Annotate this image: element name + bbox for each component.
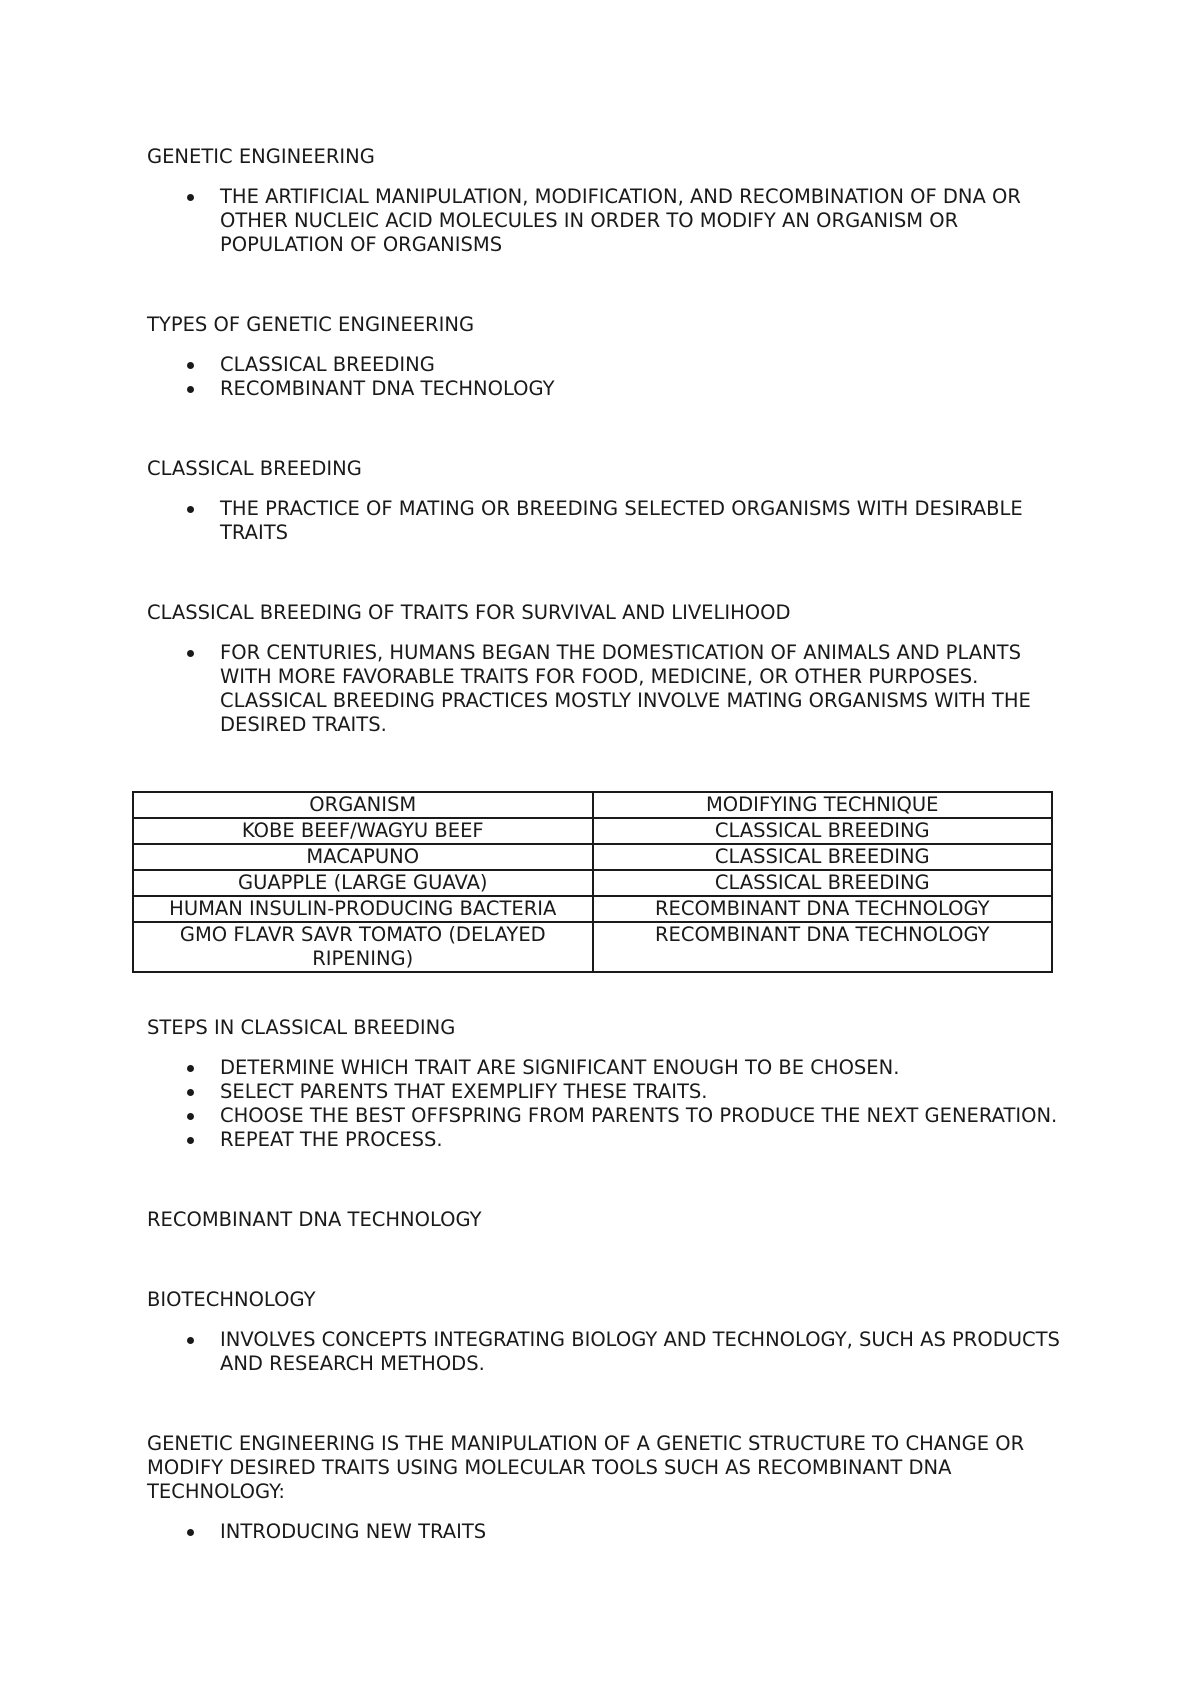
bullet-list-classical-breeding — [147, 497, 1067, 545]
table-header-row — [133, 792, 1052, 818]
table-row — [133, 896, 1052, 922]
table-cell: MACAPUNO — [133, 844, 593, 870]
heading-genetic-engineering: GENETIC ENGINEERING — [147, 145, 375, 168]
table-cell: CLASSICAL BREEDING — [593, 870, 1053, 896]
bullet-icon — [187, 1529, 194, 1536]
table-cell: KOBE BEEF/WAGYU BEEF — [133, 818, 593, 844]
bullet-icon — [187, 506, 194, 513]
table-cell: RECOMBINANT DNA TECHNOLOGY — [593, 896, 1053, 922]
table-row — [133, 870, 1052, 896]
bullet-list-steps — [147, 1056, 1067, 1152]
list-item: FOR CENTURIES, HUMANS BEGAN THE DOMESTICATION OF ANIMALS AND PLANTS WITH MORE FAVORABLE TRAITS FOR FOOD, MEDICINE, OR OTHER PURPOSES. CLASSICAL BREEDING PRACTICES MOSTLY INVOLVE MATING ORGANISMS WITH THE DESIRED TRAITS. — [147, 641, 1067, 737]
list-item: REPEAT THE PROCESS. — [147, 1128, 1067, 1152]
bullet-icon — [187, 650, 194, 657]
list-item: INTRODUCING NEW TRAITS — [147, 1520, 1067, 1544]
table-row — [133, 844, 1052, 870]
bullet-icon — [187, 362, 194, 369]
table-cell: HUMAN INSULIN-PRODUCING BACTERIA — [133, 896, 593, 922]
list-item: CLASSICAL BREEDING — [147, 353, 1067, 377]
bullet-icon — [187, 1137, 194, 1144]
heading-types-of-genetic-engineering: TYPES OF GENETIC ENGINEERING — [147, 313, 475, 336]
list-item: DETERMINE WHICH TRAIT ARE SIGNIFICANT ENOUGH TO BE CHOSEN. — [147, 1056, 1067, 1080]
bullet-list-classical-breeding-traits — [147, 641, 1067, 737]
paragraph-genetic-engineering-definition: GENETIC ENGINEERING IS THE MANIPULATION OF A GENETIC STRUCTURE TO CHANGE OR MODIFY DESIRED TRAITS USING MOLECULAR TOOLS SUCH AS RECOMBINANT DNA TECHNOLOGY: — [147, 1432, 1025, 1503]
bullet-icon — [187, 1065, 194, 1072]
heading-classical-breeding: CLASSICAL BREEDING — [147, 457, 362, 480]
bullet-icon — [187, 1337, 194, 1344]
table-cell: CLASSICAL BREEDING — [593, 818, 1053, 844]
list-item: THE ARTIFICIAL MANIPULATION, MODIFICATION, AND RECOMBINATION OF DNA OR OTHER NUCLEIC ACID MOLECULES IN ORDER TO MODIFY AN ORGANISM OR POPULATION OF ORGANISMS — [147, 185, 1067, 257]
organism-technique-table — [132, 791, 1053, 973]
heading-classical-breeding-traits: CLASSICAL BREEDING OF TRAITS FOR SURVIVAL AND LIVELIHOOD — [147, 601, 791, 624]
bullet-icon — [187, 1089, 194, 1096]
table-row — [133, 922, 1052, 972]
table-header-cell: MODIFYING TECHNIQUE — [593, 792, 1053, 818]
table-cell: RECOMBINANT DNA TECHNOLOGY — [593, 922, 1053, 972]
heading-biotechnology: BIOTECHNOLOGY — [147, 1288, 316, 1311]
bullet-list-biotechnology — [147, 1328, 1067, 1376]
list-item: SELECT PARENTS THAT EXEMPLIFY THESE TRAITS. — [147, 1080, 1067, 1104]
heading-steps-in-classical-breeding: STEPS IN CLASSICAL BREEDING — [147, 1016, 456, 1039]
list-item: THE PRACTICE OF MATING OR BREEDING SELECTED ORGANISMS WITH DESIRABLE TRAITS — [147, 497, 1067, 545]
bullet-icon — [187, 194, 194, 201]
heading-recombinant-dna-technology: RECOMBINANT DNA TECHNOLOGY — [147, 1208, 482, 1231]
bullet-list-genetic-engineering — [147, 185, 1067, 257]
bullet-icon — [187, 1113, 194, 1120]
table-cell: CLASSICAL BREEDING — [593, 844, 1053, 870]
list-item: RECOMBINANT DNA TECHNOLOGY — [147, 377, 1067, 401]
bullet-list-types — [147, 353, 1067, 401]
table-cell: GMO FLAVR SAVR TOMATO (DELAYED RIPENING) — [133, 922, 593, 972]
list-item: CHOOSE THE BEST OFFSPRING FROM PARENTS TO PRODUCE THE NEXT GENERATION. — [147, 1104, 1067, 1128]
list-item: INVOLVES CONCEPTS INTEGRATING BIOLOGY AND TECHNOLOGY, SUCH AS PRODUCTS AND RESEARCH METHODS. — [147, 1328, 1067, 1376]
bullet-icon — [187, 386, 194, 393]
table-cell: GUAPPLE (LARGE GUAVA) — [133, 870, 593, 896]
bullet-list-introducing — [147, 1520, 1067, 1544]
table-header-cell: ORGANISM — [133, 792, 593, 818]
table-row — [133, 818, 1052, 844]
